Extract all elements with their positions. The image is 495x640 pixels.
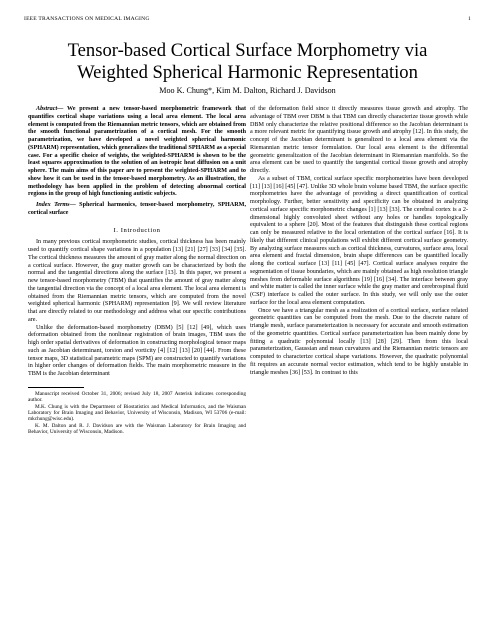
- title-line-1: Tensor-based Cortical Surface Morphometry via: [67, 40, 428, 61]
- abstract: [28, 106, 246, 199]
- title-line-2: Weighted Spherical Harmonic Representation: [77, 62, 418, 83]
- journal-name: IEEE TRANSACTIONS ON MEDICAL IMAGING: [24, 16, 150, 22]
- right-paragraph-2: As a subset of TBM, cortical surface specific morphometries have been developed [11] [13] [16] [45] [47]. Unlike 3D whole brain volume based TBM, the surface specific morphometries have the advantage of providing a direct quantification of cortical morphology. Further, better sensitivity and specificity can be obtained in analyzing cortical surface specific morphometric changes [1] [13] [33]. The cerebral cortex is a 2-dimensional highly convoluted sheet without any holes or handles topologically equivalent to a sphere [20]. Most of the features that distinguish these cortical regions can only be measured relative to the local orientation of the cortical surface [16]. It is likely that different clinical populations will exhibit different cortical surface geometry. By analyzing surface measures such as cortical thickness, curvatures, surface area, local area element and fractal dimension, brain shape differences can be quantified locally along the cortical surface [13] [11] [45] [47]. Cortical surface analyses require the segmentation of tissue boundaries, which are mainly obtained as high resolution triangle meshes from deformable surface algorithms [19] [16] [34]. The interface between gray and white matter is called the inner surface while the gray matter and cerebrospinal fluid (CSF) interface is called the outer surface. In this study, we will only use the outer surface for the local area element computation.: [250, 175, 468, 306]
- footnote-divider: [28, 387, 84, 388]
- left-column: [28, 106, 246, 436]
- intro-paragraph-1: In many previous cortical morphometric studies, cortical thickness has been mainly used to quantify cortical shape variations in a population [13] [21] [27] [33] [34] [35]. The cortical thickness measures the amount of gray matter along the normal direction on a cortical surface. However, the gray matter growth can be characterized by both the normal and the tangential directions along the surface [13]. In this paper, we present a new tensor-based morphometry (TBM) that quantifies the amount of gray matter along the tangential direction via the concept of a local area element. The local area element is obtained from the Riemannian metric tensors, which are computed from the novel weighted spherical harmonic (SPHARM) representation [9]. We will review literature that are directly related to our methodology and address what our specific contributions are.: [28, 239, 246, 323]
- page-number: 1: [468, 16, 471, 22]
- abstract-text: — We present a new tensor-based morphometric framework that quantifies cortical shape variations using a local area element. The local area element is computed from the Riemannian metric tensors, which are obtained from the smooth functional parametrization of a cortical mesh. For the smooth parametrization, we have developed a novel weighted spherical harmonic (SPHARM) representation, which generalizes the traditional SPHARM as a special case. For a specific choice of weights, the weighted-SPHARM is shown to be the least squares approximation to the solution of an isotropic heat diffusion on a unit sphere. The main aims of this paper are to present the weighted-SPHARM and to show how it can be used in the tensor-based morphometry. As an illustration, the methodology has been applied in the problem of detecting abnormal cortical regions in the group of high functioning autistic subjects.: [28, 106, 246, 198]
- footnote-manuscript: Manuscript received October 31, 2006; revised July 18, 2007 Asterisk indicates corresponding author.: [28, 390, 246, 404]
- index-terms-text: — Spherical harmonics, tensor-based morphometry, SPHARM, cortical surface: [28, 202, 246, 216]
- right-paragraph-3: Once we have a triangular mesh as a realization of a cortical surface, surface related geometric quantities can be computed from the mesh. Due to the discrete nature of triangle mesh, surface parameterization is necessary for accurate and smooth estimation of the geometric quantities. Cortical surface parameterization has been mainly done by fitting a quadratic polynomial locally [13] [28] [29]. Then from this local parameterization, Gaussian and mean curvatures and the Riemannian metric tensors are computed to characterize cortical shape variations. However, the quadratic polynomial fit requires an accurate normal vector estimation, which tend to be highly unstable in triangle meshes [36] [53]. In contrast to this: [250, 307, 468, 376]
- index-terms-label: Index Terms: [36, 202, 70, 208]
- footnotes: [28, 391, 246, 436]
- right-column: [250, 106, 468, 377]
- paper-title: [0, 40, 495, 84]
- footnote-chung: M.K. Chung is with the Department of Biostatistics and Medical Informatics, and the Waisman Laboratory for Brain Imaging and Behavior, University of Wisconsin, Madison, WI 53706 (e-mail: mkchung@wisc.edu).: [28, 403, 246, 423]
- author-list: Moo K. Chung*, Kim M. Dalton, Richard J. Davidson: [159, 86, 336, 95]
- running-head: [24, 16, 471, 22]
- right-paragraph-1: of the deformation field since it directly measures tissue growth and atrophy. The advantage of TBM over DBM is that TBM can directly characterize tissue growth while DBM only characterize the relative positional difference so the Jacobian determinant is a more relevant metric for quantifying tissue growth and atrophy [12]. In this study, the concept of the Jacobian determinant is generalized to a local area element via the Riemannian metric tensor formulation. Our local area element is the differential geometric generalization of the Jacobian determinant in Riemannian manifolds. So the area element can be used to quantify the tangential cortical tissue growth and atrophy directly.: [250, 106, 468, 174]
- abstract-label: Abstract: [36, 106, 58, 112]
- footnote-dalton-davidson: K. M. Dalton and R. J. Davidson are with the Waisman Laboratory for Brain Imaging and Behavior, University of Wisconsin, Madison.: [28, 422, 246, 436]
- index-terms: [28, 202, 246, 218]
- intro-paragraph-2: Unlike the deformation-based morphometry (DBM) [5] [12] [49], which uses deformation obtained from the nonlinear registration of brain images, TBM uses the high order spatial derivatives of deformation in constructing morphological tensor maps such as Jacobian determinant, torsion and vorticity [4] [12] [13] [20] [44]. From these tensor maps, 3D statistical parametric maps (SPM) are constructed to quantify variations in higher order changes of deformation fields. The main morphometric measure in the TBM is the Jacobian determinant: [28, 324, 246, 377]
- section-heading-introduction: I. Introduction: [113, 226, 161, 234]
